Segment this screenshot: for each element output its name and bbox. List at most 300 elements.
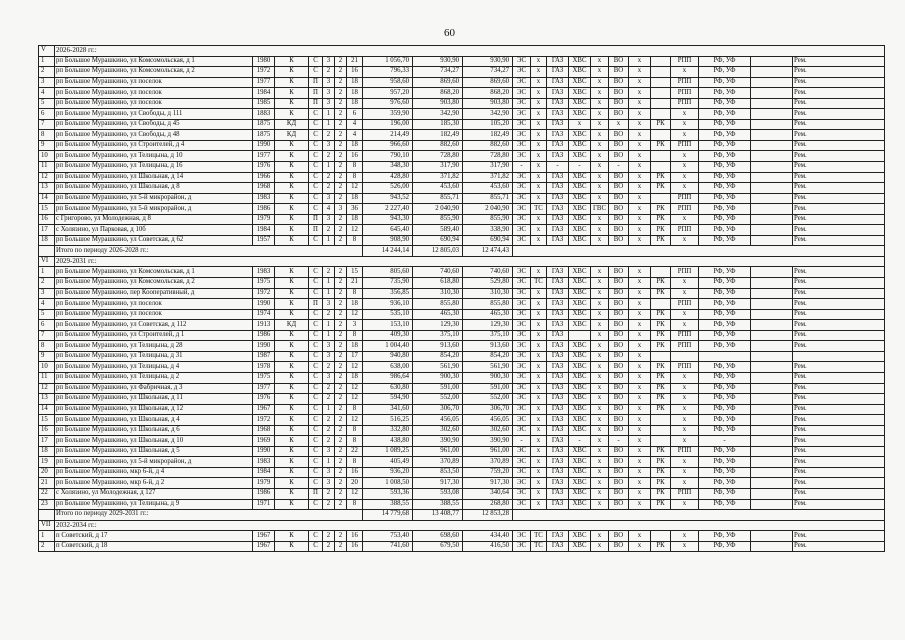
table-cell: х <box>591 130 609 141</box>
table-cell: Рем. <box>793 404 885 415</box>
table-cell: 913,60 <box>463 341 513 352</box>
table-cell: ВО <box>609 88 629 99</box>
table-cell: ВО <box>609 67 629 78</box>
table-cell: ГАЗ <box>547 288 569 299</box>
table-cell: Рем. <box>793 478 885 489</box>
table-cell: 2 040,90 <box>413 204 463 215</box>
table-cell: - <box>547 162 569 173</box>
table-cell: С <box>309 383 323 394</box>
table-cell: 16 <box>347 531 363 542</box>
table-cell: ЭС <box>513 320 531 331</box>
table-cell: 1975 <box>253 278 275 289</box>
table-cell: ЭС <box>513 425 531 436</box>
table-cell: 16 <box>39 425 55 436</box>
table-cell: ГАЗ <box>547 341 569 352</box>
table-cell: С <box>309 56 323 67</box>
table-cell: х <box>591 288 609 299</box>
address-cell: рп Большое Мурашкино, ул 5-й микрорайон, д <box>55 457 253 468</box>
table-cell: х <box>531 309 547 320</box>
table-cell: 936,10 <box>363 299 413 310</box>
table-row <box>39 109 885 120</box>
table-cell: ХВС <box>569 172 591 183</box>
address-cell: рп Большое Мурашкино, ул Школьная, д 5 <box>55 446 253 457</box>
table-cell: х <box>531 362 547 373</box>
table-cell: РФ, УФ <box>699 119 751 130</box>
table-cell: 2 <box>323 67 335 78</box>
table-cell: 1 <box>39 56 55 67</box>
table-cell: х <box>591 478 609 489</box>
table-row <box>39 372 885 383</box>
table-cell: 3 <box>323 98 335 109</box>
table-cell: К <box>275 415 309 426</box>
table-cell: 966,60 <box>363 140 413 151</box>
table-cell: ВО <box>609 478 629 489</box>
table-cell: 340,64 <box>463 488 513 499</box>
table-cell: - <box>609 162 629 173</box>
table-cell <box>751 67 793 78</box>
table-cell <box>751 88 793 99</box>
table-cell: С <box>309 436 323 447</box>
table-cell: РФ, УФ <box>699 193 751 204</box>
table-cell: ЭС <box>513 467 531 478</box>
table-cell <box>751 541 793 552</box>
table-cell: ГАЗ <box>547 299 569 310</box>
table-cell: 1976 <box>253 162 275 173</box>
table-cell: х <box>629 183 651 194</box>
table-cell: РК <box>651 183 671 194</box>
table-cell: 15 <box>347 267 363 278</box>
table-cell: 105,20 <box>463 119 513 130</box>
table-row <box>39 98 885 109</box>
table-cell: 1875 <box>253 130 275 141</box>
table-cell: 698,60 <box>413 531 463 542</box>
table-cell: 8 <box>347 436 363 447</box>
table-cell: ЭС <box>513 235 531 246</box>
table-cell: х <box>591 299 609 310</box>
table-cell: х <box>531 267 547 278</box>
table-cell: 428,80 <box>363 172 413 183</box>
table-cell: 1957 <box>253 235 275 246</box>
table-cell: 728,80 <box>463 151 513 162</box>
table-cell: х <box>671 425 699 436</box>
table-cell: 591,00 <box>413 383 463 394</box>
table-cell: ГАЗ <box>547 109 569 120</box>
table-cell <box>751 415 793 426</box>
table-cell: ВО <box>609 499 629 510</box>
table-cell: ЭС <box>513 383 531 394</box>
table-cell: 306,70 <box>413 404 463 415</box>
table-cell: ХВС <box>569 183 591 194</box>
table-cell: К <box>275 467 309 478</box>
address-cell: рп Большое Мурашкино, ул Школьная, д 8 <box>55 183 253 194</box>
table-cell <box>651 267 671 278</box>
table-cell: РК <box>651 541 671 552</box>
table-cell: 2 <box>335 330 347 341</box>
table-cell <box>651 351 671 362</box>
table-row <box>39 225 885 236</box>
table-row <box>39 457 885 468</box>
table-cell: ВО <box>609 320 629 331</box>
table-cell: 535,10 <box>363 309 413 320</box>
table-cell: 1983 <box>253 267 275 278</box>
table-cell <box>751 309 793 320</box>
table-cell: РФ, УФ <box>699 109 751 120</box>
table-cell: ВО <box>609 394 629 405</box>
table-cell: РФ, УФ <box>699 320 751 331</box>
table-cell: РФ, УФ <box>699 362 751 373</box>
table-cell: 129,30 <box>413 320 463 331</box>
table-cell <box>751 362 793 373</box>
table-cell: х <box>591 541 609 552</box>
table-cell: 17 <box>39 436 55 447</box>
table-cell: 153,10 <box>363 320 413 331</box>
table-cell: Рем. <box>793 499 885 510</box>
address-cell: рп Большое Мурашкино, ул Телицына, д 4 <box>55 362 253 373</box>
table-row <box>39 88 885 99</box>
table-cell: 908,90 <box>363 235 413 246</box>
table-cell: ЭС <box>513 478 531 489</box>
table-cell: 2 <box>323 183 335 194</box>
table-cell: ХВС <box>569 288 591 299</box>
table-cell: ЭС <box>513 204 531 215</box>
table-row <box>39 541 885 552</box>
table-cell <box>793 351 885 362</box>
table-cell: 645,40 <box>363 225 413 236</box>
table-cell: ГАЗ <box>547 415 569 426</box>
table-cell: РК <box>651 119 671 130</box>
total-label: Итого по периоду 2026-2028 гг.: <box>55 246 363 257</box>
table-cell: РПП <box>671 267 699 278</box>
table-cell: С <box>309 320 323 331</box>
table-cell: С <box>309 288 323 299</box>
table-cell: 1990 <box>253 299 275 310</box>
table-cell: Рем. <box>793 67 885 78</box>
table-cell: РПП <box>671 56 699 67</box>
table-cell: х <box>629 288 651 299</box>
table-cell <box>751 404 793 415</box>
table-cell: 36 <box>347 204 363 215</box>
table-cell: Рем. <box>793 288 885 299</box>
table-cell: ЭС <box>513 183 531 194</box>
table-cell: х <box>671 67 699 78</box>
table-cell <box>651 415 671 426</box>
table-cell: ГАЗ <box>547 309 569 320</box>
table-cell: РК <box>651 446 671 457</box>
table-row <box>39 130 885 141</box>
table-cell: х <box>591 372 609 383</box>
table-row <box>39 214 885 225</box>
table-cell: 1 <box>323 109 335 120</box>
table-cell: РФ, УФ <box>699 56 751 67</box>
table-cell: х <box>531 119 547 130</box>
table-cell: С <box>309 404 323 415</box>
table-row <box>39 383 885 394</box>
table-cell: 18 <box>347 341 363 352</box>
table-cell: 12 <box>39 383 55 394</box>
table-cell: 17 <box>347 351 363 362</box>
table-cell: х <box>531 67 547 78</box>
table-cell: х <box>629 77 651 88</box>
table-cell: РФ, УФ <box>699 130 751 141</box>
table-cell: РПП <box>671 204 699 215</box>
table-cell: 2 <box>335 214 347 225</box>
table-cell: х <box>629 98 651 109</box>
table-cell: РФ, УФ <box>699 372 751 383</box>
table-row <box>39 267 885 278</box>
table-cell: х <box>591 309 609 320</box>
table-cell: 2 040,90 <box>463 204 513 215</box>
table-cell: 2 <box>335 404 347 415</box>
table-cell: 2 <box>335 278 347 289</box>
table-cell: 2 <box>335 151 347 162</box>
table-cell <box>751 204 793 215</box>
table-cell: ЭС <box>513 278 531 289</box>
table-cell: К <box>275 162 309 173</box>
table-cell: 338,90 <box>463 225 513 236</box>
table-cell: Рем. <box>793 130 885 141</box>
table-cell: 796,33 <box>363 67 413 78</box>
table-cell: 638,00 <box>363 362 413 373</box>
table-cell: К <box>275 425 309 436</box>
table-cell: х <box>629 204 651 215</box>
table-cell: 306,70 <box>463 404 513 415</box>
section-row <box>39 46 885 57</box>
table-cell: ХВС <box>569 225 591 236</box>
table-cell: 1 <box>323 330 335 341</box>
table-cell: х <box>531 225 547 236</box>
table-cell: ЭС <box>513 267 531 278</box>
table-cell: ХВС <box>569 394 591 405</box>
table-cell: Рем. <box>793 267 885 278</box>
table-cell: 2 <box>323 225 335 236</box>
table-cell: С <box>309 204 323 215</box>
table-cell: 1979 <box>253 214 275 225</box>
table-cell: 2 <box>335 193 347 204</box>
table-cell: П <box>309 488 323 499</box>
table-cell: С <box>309 109 323 120</box>
table-cell: К <box>275 362 309 373</box>
table-cell: РК <box>651 214 671 225</box>
table-cell: К <box>275 488 309 499</box>
section-row <box>39 256 885 267</box>
table-cell: 986,64 <box>363 372 413 383</box>
table-cell: 561,90 <box>413 362 463 373</box>
table-cell: П <box>309 214 323 225</box>
table-cell: КД <box>275 130 309 141</box>
table-cell: ВО <box>609 77 629 88</box>
table-cell: С <box>309 446 323 457</box>
table-cell: ВО <box>609 56 629 67</box>
table-cell: 15 <box>39 415 55 426</box>
table-cell: х <box>629 341 651 352</box>
table-cell: х <box>629 320 651 331</box>
table-cell: х <box>591 225 609 236</box>
table-cell: 734,27 <box>413 67 463 78</box>
table-cell: ВО <box>609 425 629 436</box>
table-cell: ВО <box>609 225 629 236</box>
table-cell: ВО <box>609 193 629 204</box>
table-cell: 2 <box>335 88 347 99</box>
table-cell: 940,80 <box>363 351 413 362</box>
table-cell: 1972 <box>253 415 275 426</box>
table-cell: К <box>275 436 309 447</box>
table-cell: С <box>309 499 323 510</box>
table-cell: К <box>275 457 309 468</box>
table-row <box>39 151 885 162</box>
table-cell: ЭС <box>513 309 531 320</box>
table-cell: ТС <box>531 541 547 552</box>
table-cell: 2 <box>323 383 335 394</box>
table-cell: ХВС <box>569 204 591 215</box>
table-cell: ХВС <box>569 77 591 88</box>
table-cell <box>651 151 671 162</box>
table-cell: х <box>531 394 547 405</box>
table-cell: 310,30 <box>413 288 463 299</box>
table-cell: С <box>309 478 323 489</box>
table-cell: 6 <box>39 320 55 331</box>
table-cell: ХВС <box>569 415 591 426</box>
table-cell: РФ, УФ <box>699 214 751 225</box>
table-cell: х <box>671 109 699 120</box>
table-cell: 900,30 <box>413 372 463 383</box>
table-cell: 18 <box>347 77 363 88</box>
table-cell: х <box>591 162 609 173</box>
table-cell: 416,50 <box>463 541 513 552</box>
table-cell: РК <box>651 383 671 394</box>
table-cell: ГАЗ <box>547 119 569 130</box>
table-cell <box>751 425 793 436</box>
table-cell: 3 <box>39 288 55 299</box>
table-cell: 2 <box>323 436 335 447</box>
table-cell: Рем. <box>793 531 885 542</box>
table-cell: ГАЗ <box>547 488 569 499</box>
table-cell: Рем. <box>793 225 885 236</box>
table-cell: 2 <box>335 436 347 447</box>
table-cell: 3 <box>39 77 55 88</box>
table-cell: 3 <box>323 56 335 67</box>
table-cell: ГАЗ <box>547 172 569 183</box>
table-cell: 2 <box>335 172 347 183</box>
table-cell: РФ, УФ <box>699 531 751 542</box>
table-cell: 1978 <box>253 362 275 373</box>
table-cell: 375,10 <box>413 330 463 341</box>
table-row <box>39 288 885 299</box>
table-cell: х <box>671 383 699 394</box>
table-cell: ГАЗ <box>547 499 569 510</box>
table-cell: 1 <box>323 457 335 468</box>
table-cell: С <box>309 130 323 141</box>
table-cell: 855,90 <box>413 214 463 225</box>
table-cell: х <box>531 499 547 510</box>
table-cell: 2 <box>335 320 347 331</box>
address-cell: рп Большое Мурашкино, ул Советская, д 62 <box>55 235 253 246</box>
table-cell: х <box>629 330 651 341</box>
address-cell: рп Большое Мурашкино, ул Школьная, д 4 <box>55 415 253 426</box>
table-cell: 9 <box>39 140 55 151</box>
table-cell: К <box>275 478 309 489</box>
table-cell: Рем. <box>793 162 885 173</box>
table-cell: 2 <box>323 541 335 552</box>
table-cell: С <box>309 467 323 478</box>
table-cell: 1 <box>323 404 335 415</box>
address-cell: рп Большое Мурашкино, ул Телицына, д 31 <box>55 351 253 362</box>
table-cell: ГАЗ <box>547 130 569 141</box>
table-cell: РПП <box>671 193 699 204</box>
table-cell: 8 <box>347 425 363 436</box>
table-cell: Рем. <box>793 330 885 341</box>
table-cell: х <box>591 436 609 447</box>
table-cell: 943,52 <box>363 193 413 204</box>
table-cell: РФ, УФ <box>699 478 751 489</box>
table-cell: ХВС <box>569 214 591 225</box>
table-cell: 2 <box>335 225 347 236</box>
table-cell: К <box>275 172 309 183</box>
table-cell: КД <box>275 320 309 331</box>
table-cell: РФ, УФ <box>699 151 751 162</box>
address-cell: рп Большое Мурашкино, ул поселок <box>55 299 253 310</box>
table-cell: 8 <box>347 404 363 415</box>
table-cell: 1986 <box>253 204 275 215</box>
table-cell: 2 <box>323 488 335 499</box>
table-cell: С <box>309 372 323 383</box>
table-cell: К <box>275 330 309 341</box>
table-cell: х <box>591 183 609 194</box>
table-cell: ХВС <box>569 151 591 162</box>
table-cell: 882,60 <box>413 140 463 151</box>
table-cell: х <box>531 214 547 225</box>
table-cell: 1990 <box>253 341 275 352</box>
table-cell: 805,60 <box>363 267 413 278</box>
table-cell: 3 <box>323 299 335 310</box>
table-cell: 591,00 <box>463 383 513 394</box>
table-cell: 12 <box>347 225 363 236</box>
table-cell: х <box>531 457 547 468</box>
table-cell: 734,27 <box>463 67 513 78</box>
table-cell: С <box>309 415 323 426</box>
table-cell: 465,30 <box>413 309 463 320</box>
table-cell: 371,82 <box>463 172 513 183</box>
table-cell: х <box>609 119 629 130</box>
table-cell: х <box>591 320 609 331</box>
table-cell: С <box>309 67 323 78</box>
table-cell: РФ, УФ <box>699 267 751 278</box>
table-cell: 958,60 <box>363 77 413 88</box>
table-cell: ЭС <box>513 362 531 373</box>
table-row <box>39 278 885 289</box>
table-cell: РК <box>651 172 671 183</box>
table-cell: ГАЗ <box>547 278 569 289</box>
table-cell: х <box>531 193 547 204</box>
table-cell: ХВС <box>569 499 591 510</box>
table-cell: 3 <box>347 320 363 331</box>
table-cell: К <box>275 394 309 405</box>
table-cell: 2 <box>335 383 347 394</box>
table-cell: РФ, УФ <box>699 341 751 352</box>
table-cell: 20 <box>39 467 55 478</box>
table-cell: 1913 <box>253 320 275 331</box>
table-cell: РК <box>651 372 671 383</box>
table-cell: РК <box>651 204 671 215</box>
table-cell: 2 <box>323 415 335 426</box>
address-cell: рп Большое Мурашкино, мкр 6-й, д 2 <box>55 478 253 489</box>
table-cell: 2 <box>335 98 347 109</box>
table-cell: ВО <box>609 235 629 246</box>
table-cell <box>751 394 793 405</box>
table-cell: х <box>629 88 651 99</box>
table-cell: РК <box>651 225 671 236</box>
table-cell: х <box>531 172 547 183</box>
table-cell: 2 <box>323 267 335 278</box>
